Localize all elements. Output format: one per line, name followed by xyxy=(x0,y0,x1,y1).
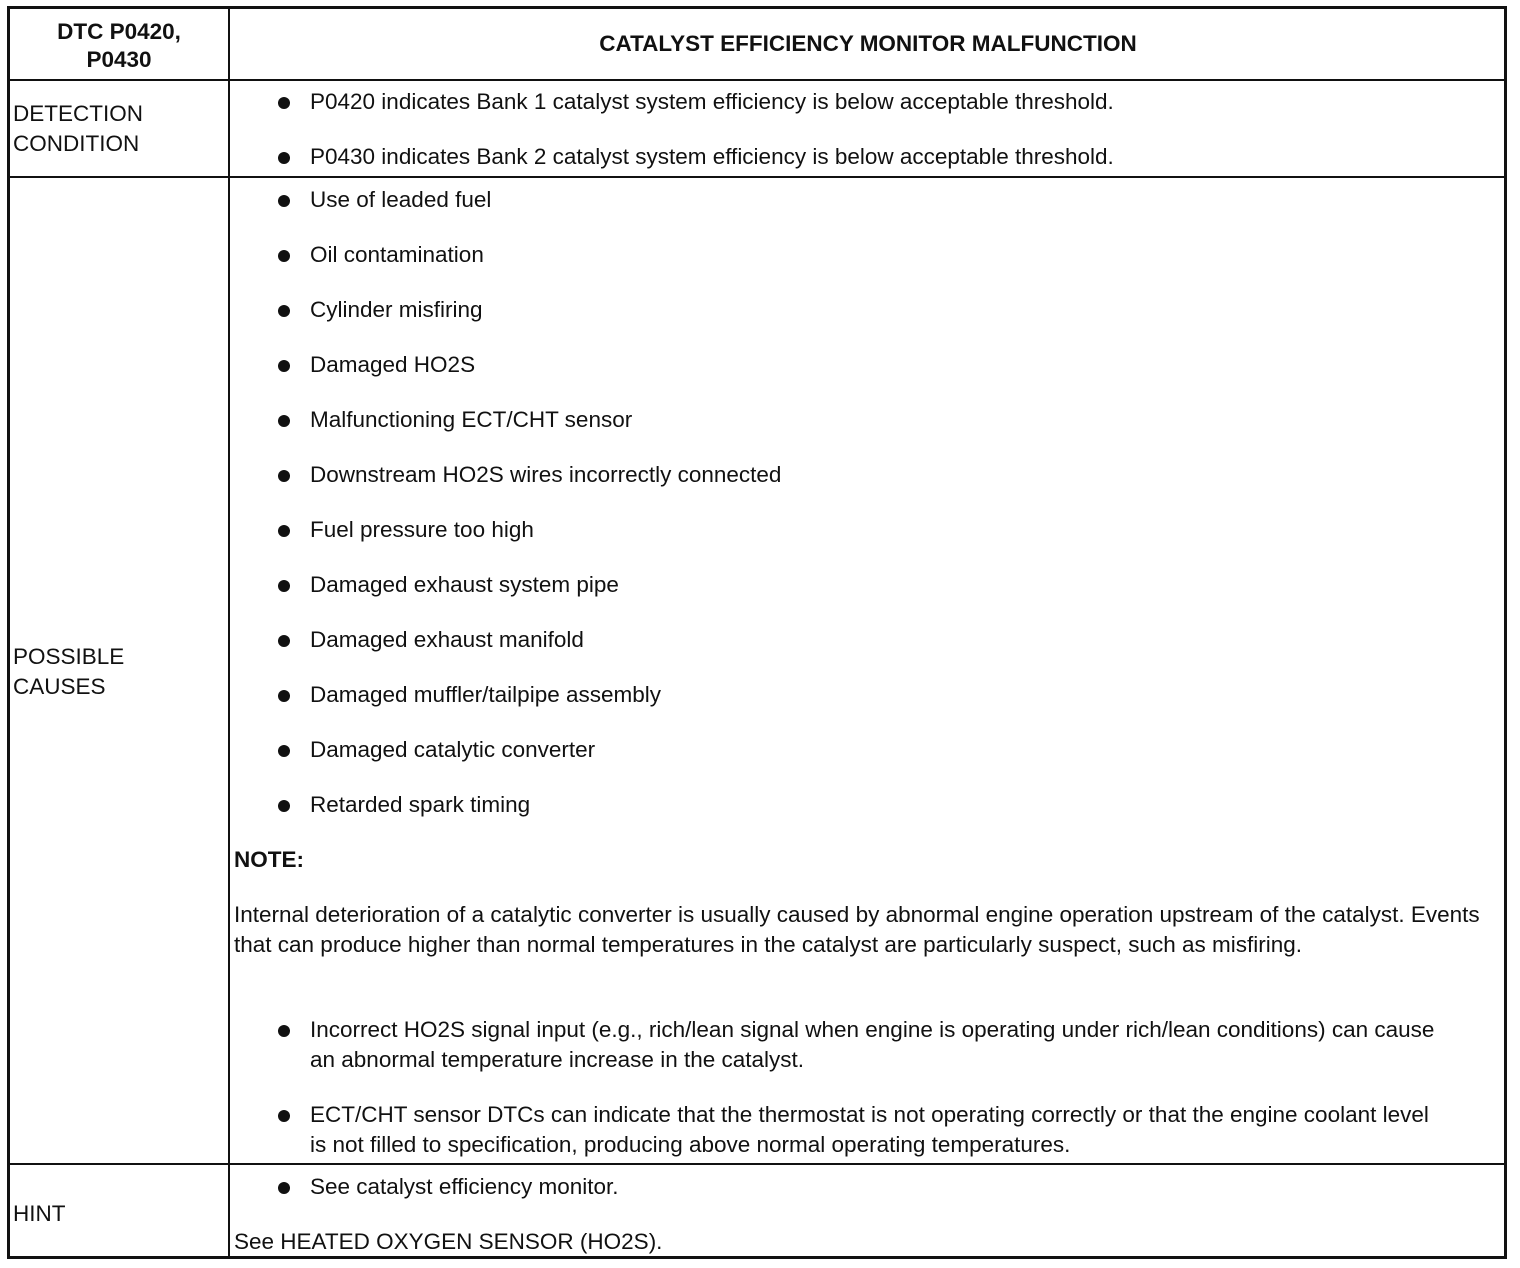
cause-item: Use of leaded fuel xyxy=(310,187,492,212)
bullet-icon xyxy=(278,305,290,317)
bullet-icon xyxy=(278,580,290,592)
detection-label xyxy=(13,99,143,159)
bullet-icon xyxy=(278,97,290,109)
hint-item: See catalyst efficiency monitor. xyxy=(310,1174,619,1199)
hint-reference: See HEATED OXYGEN SENSOR (HO2S). xyxy=(234,1229,663,1254)
note-item: ECT/CHT sensor DTCs can indicate that the thermostat is not operating correctly or that the engine coolant level is not filled to specification, producing above normal operating temperatures. xyxy=(310,1102,1429,1157)
bullet-icon xyxy=(278,152,290,164)
causes-label-line1: POSSIBLE xyxy=(13,644,125,669)
note-label: NOTE: xyxy=(234,847,304,872)
dtc-code-line1: DTC P0420, xyxy=(57,19,181,44)
bullet-icon xyxy=(278,1110,290,1122)
cause-item: Damaged exhaust system pipe xyxy=(310,572,619,597)
bullet-icon xyxy=(278,470,290,482)
row-divider-header xyxy=(10,79,1504,81)
bullet-icon xyxy=(278,525,290,537)
causes-label xyxy=(13,642,124,702)
cause-item: Fuel pressure too high xyxy=(310,517,534,542)
row-divider-causes xyxy=(10,1163,1504,1165)
cause-item: Downstream HO2S wires incorrectly connected xyxy=(310,462,782,487)
bullet-icon xyxy=(278,195,290,207)
bullet-icon xyxy=(278,690,290,702)
detection-label-line1: DETECTION xyxy=(13,101,144,126)
dtc-table xyxy=(7,6,1507,1259)
cause-item: Retarded spark timing xyxy=(310,792,531,817)
causes-label-line2: CAUSES xyxy=(13,674,106,699)
note-text: Internal deterioration of a catalytic converter is usually caused by abnormal engine operation upstream of the catalyst. Events that can produce higher than normal temperatures in the catalyst are particularly suspect, such as misfiring. xyxy=(234,902,1480,957)
cause-item: Damaged HO2S xyxy=(310,352,476,377)
row-divider-detection xyxy=(10,176,1504,178)
bullet-icon xyxy=(278,1025,290,1037)
dtc-code-cell xyxy=(10,18,228,74)
detection-item: P0430 indicates Bank 2 catalyst system efficiency is below acceptable threshold. xyxy=(310,144,1114,169)
bullet-icon xyxy=(278,250,290,262)
bullet-icon xyxy=(278,745,290,757)
dtc-code-line2: P0430 xyxy=(86,47,152,72)
cause-item: Damaged exhaust manifold xyxy=(310,627,584,652)
bullet-icon xyxy=(278,635,290,647)
page-title: CATALYST EFFICIENCY MONITOR MALFUNCTION xyxy=(599,31,1137,56)
bullet-icon xyxy=(278,800,290,812)
bullet-icon xyxy=(278,1182,290,1194)
bullet-icon xyxy=(278,360,290,372)
detection-item: P0420 indicates Bank 1 catalyst system efficiency is below acceptable threshold. xyxy=(310,89,1114,114)
hint-label: HINT xyxy=(13,1201,66,1226)
column-divider xyxy=(228,9,230,1256)
note-item: Incorrect HO2S signal input (e.g., rich/lean signal when engine is operating under rich/lean conditions) can cause an abnormal temperature increase in the catalyst. xyxy=(310,1017,1435,1072)
cause-item: Damaged muffler/tailpipe assembly xyxy=(310,682,662,707)
cause-item: Cylinder misfiring xyxy=(310,297,483,322)
cause-item: Malfunctioning ECT/CHT sensor xyxy=(310,407,633,432)
bullet-icon xyxy=(278,415,290,427)
detection-label-line2: CONDITION xyxy=(13,131,140,156)
cause-item: Oil contamination xyxy=(310,242,484,267)
cause-item: Damaged catalytic converter xyxy=(310,737,596,762)
